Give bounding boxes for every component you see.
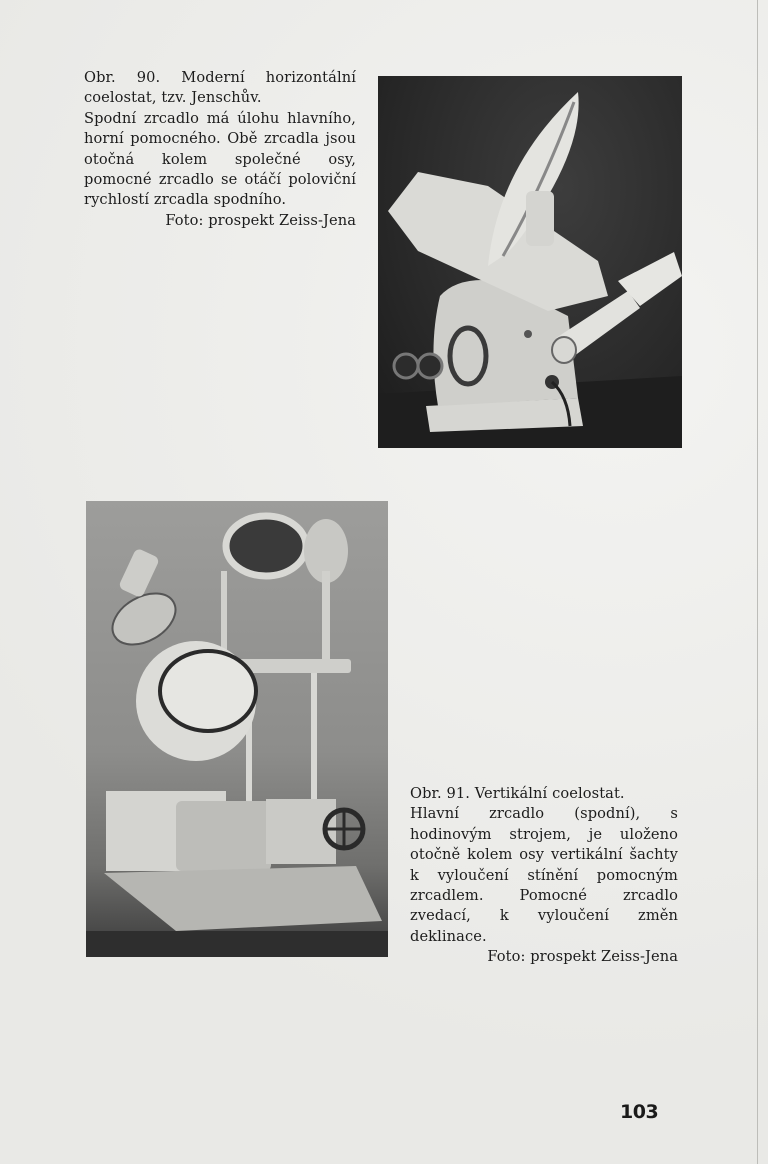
figure-90-title: Obr. 90. Moderní horizontální coelostat, tzv. Jenschův. <box>84 69 356 107</box>
horizontal-coelostat-illustration <box>378 76 682 448</box>
figure-90-caption <box>84 68 356 231</box>
figure-91-photo <box>86 501 388 957</box>
figure-91-credit: Foto: prospekt Zeiss-Jena <box>487 948 678 966</box>
page-number: 103 <box>620 1101 659 1123</box>
figure-90-photo <box>378 76 682 448</box>
figure-90-body: Spodní zrcadlo má úlohu hlavního, horní pomocného. Obě zrcadla jsou otočná kolem společné osy, pomocné zrcadlo se otáčí poloviční rychlostí zrcadla spodního. <box>84 109 356 209</box>
figure-91-title: Obr. 91. Vertikální coelostat. <box>410 785 625 802</box>
figure-91-caption <box>410 784 678 968</box>
vertical-coelostat-illustration <box>86 501 388 957</box>
figure-90-credit: Foto: prospekt Zeiss-Jena <box>165 211 356 229</box>
figure-91-body: Hlavní zrcadlo (spodní), s hodinovým strojem, je uloženo otočně kolem osy vertikální šachty k vyloučení stínění pomocným zrcadlem. Pomocné zrcadlo zvedací, k vyloučení změn deklinace. <box>410 805 678 945</box>
page-edge <box>757 0 758 1164</box>
